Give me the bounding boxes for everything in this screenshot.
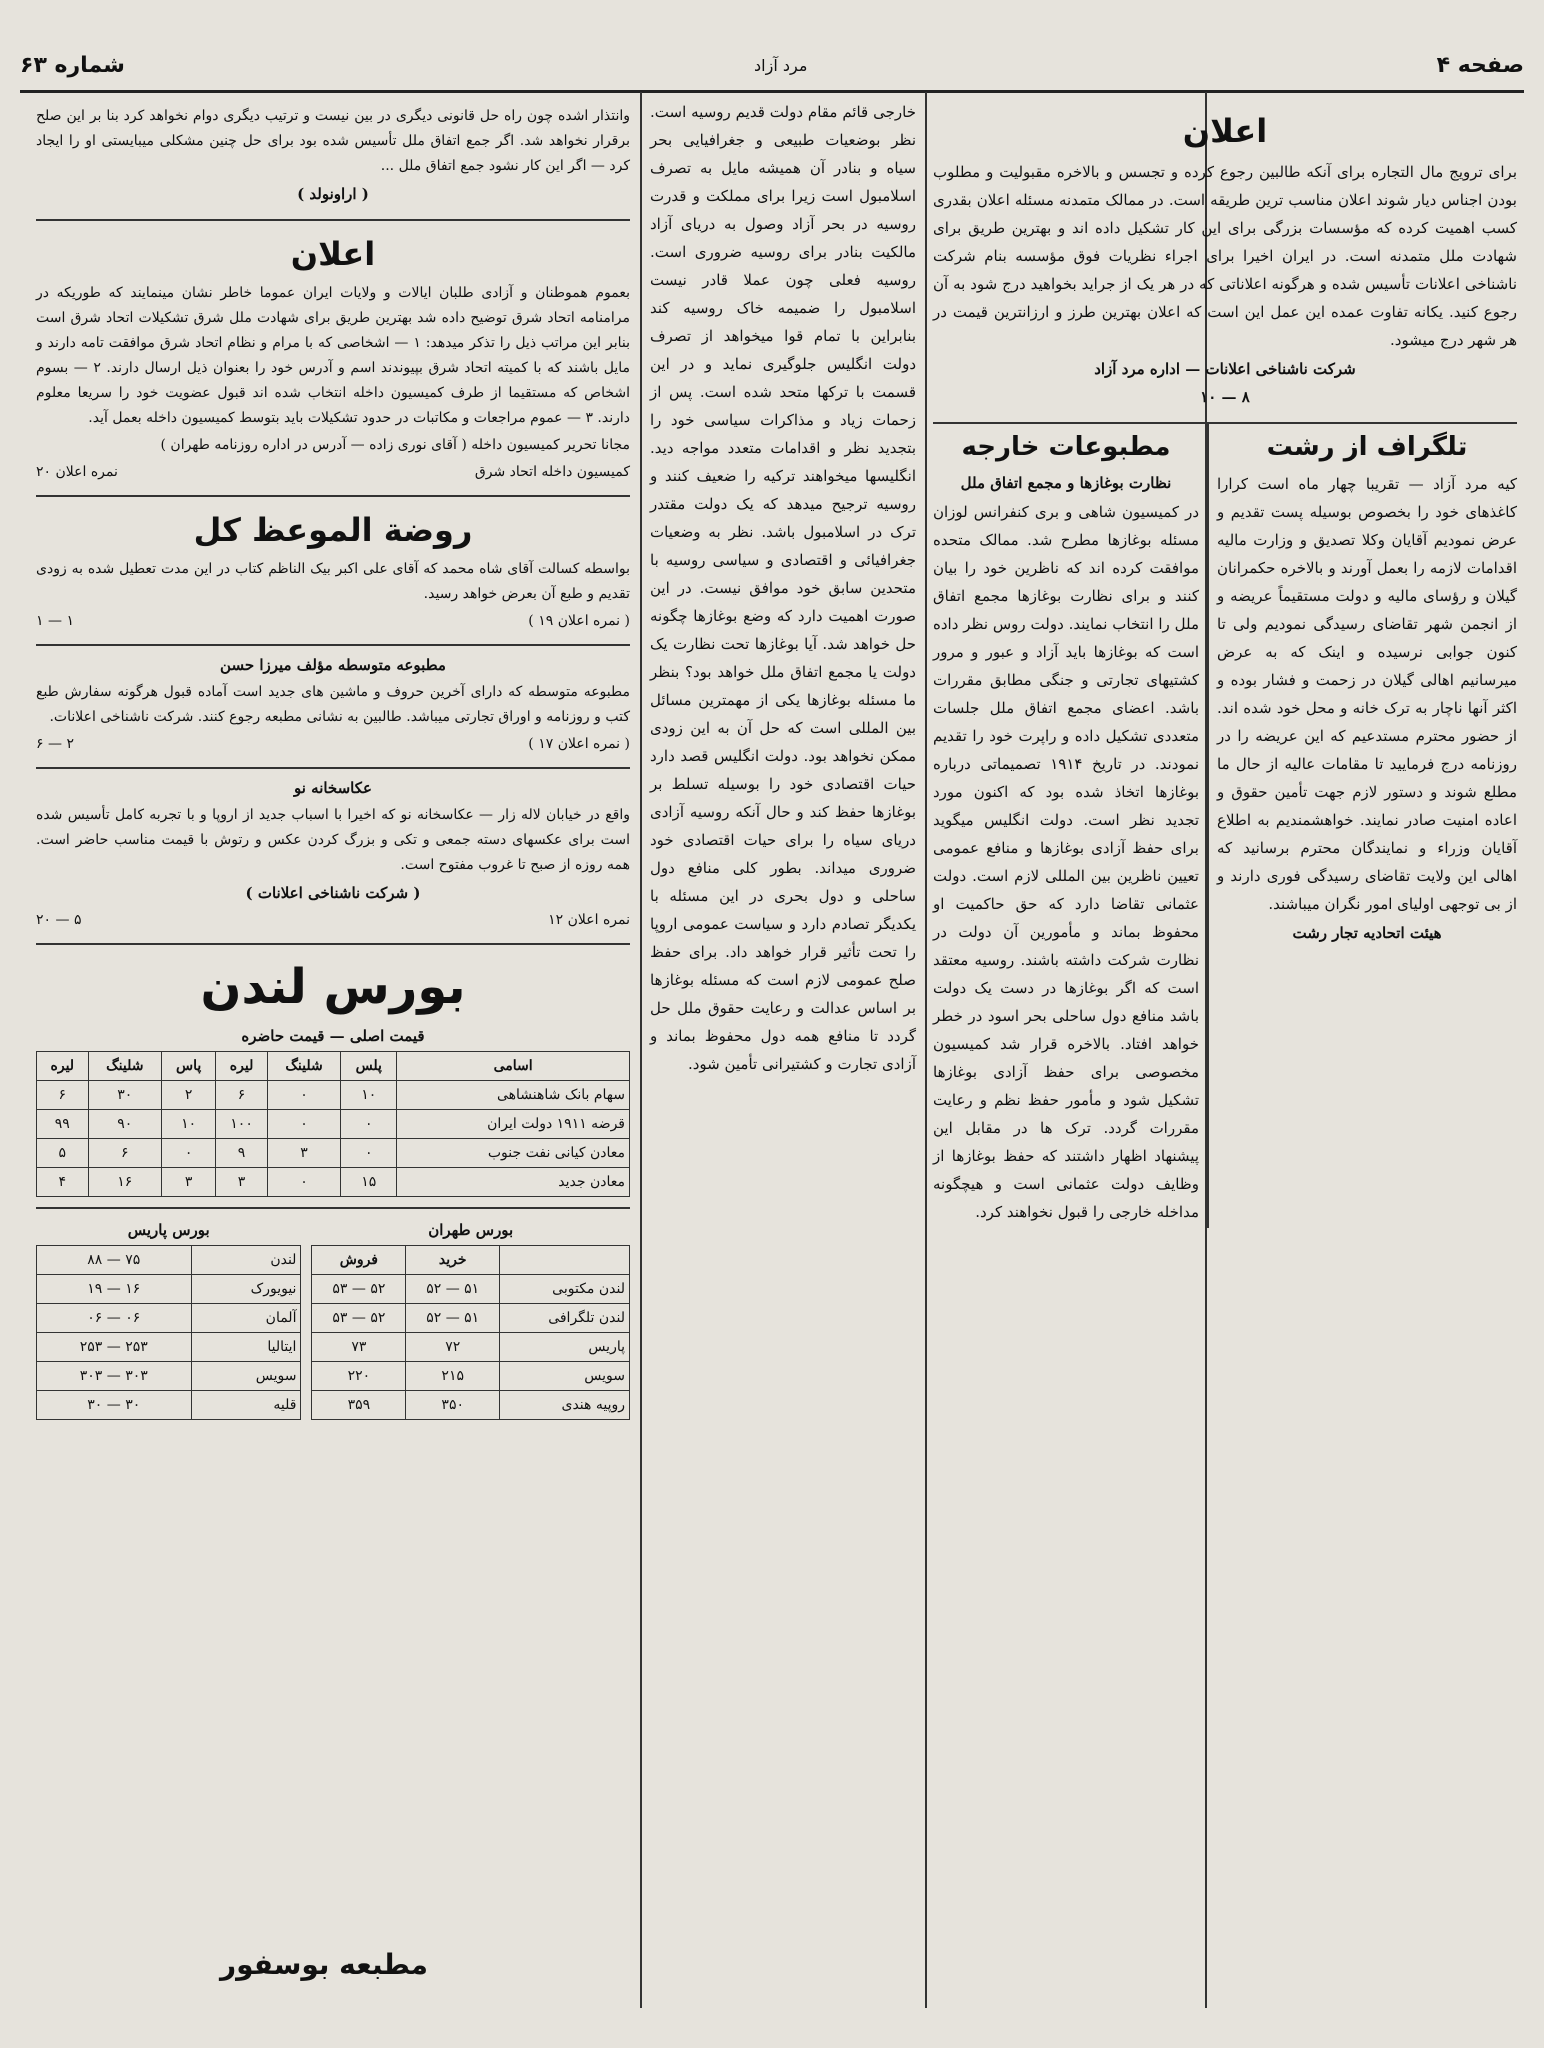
table-cell: ۶ bbox=[216, 1081, 268, 1110]
ad1-title: اعلان bbox=[290, 235, 376, 273]
ad-title: اعلان bbox=[1182, 112, 1268, 150]
table-cell: ۳ bbox=[216, 1168, 268, 1197]
ad1-text: بعموم هموطنان و آزادی طلبان ایالات و ولایات ایران عموما خاطر نشان مینمایند که طوریکه در مرامنامه اتحاد شرق توضیح داده شد بهترین طریق برای شهادت ملل شرق تشکیلات اتحاد شرق است بنابر این مراتب ذیل را تذکر میدهد: ۱ — اشخاصی که با مرام و نظام اتحاد شرق موافقت تامه دارند و مایل باشند که با کمیته اتحاد شرق بپیوندند اسم و آدرس خود را بعنوان ذیل ارسال دارند. ۲ — بسوم اشخاص که مستقیما از طرف کمیسیون داخله انتخاب شده اند قبول عضویت خود را سریعا معلوم دارند. ۳ — عموم مراجعات و مکاتبات در حدود تشکیلات باید بتوسط کمیسیون داخله بعمل آید. bbox=[36, 285, 630, 426]
table-row bbox=[312, 1275, 630, 1304]
table-cell: آلمان bbox=[191, 1304, 301, 1333]
table-cell: ۵۱ — ۵۲ bbox=[406, 1275, 500, 1304]
table-row bbox=[37, 1362, 301, 1391]
ad-number: ۸ — ۱۰ bbox=[1200, 388, 1250, 406]
printer-name: مطبعه بوسفور bbox=[220, 1948, 429, 1981]
table-cell: ۱۰ bbox=[341, 1081, 397, 1110]
table-cell: ۶ bbox=[37, 1081, 89, 1110]
ad3-number: ( نمره اعلان ۱۷ ) bbox=[528, 736, 630, 752]
table-cell: ۰ bbox=[267, 1168, 340, 1197]
exchange-tables bbox=[36, 1217, 630, 1420]
table-cell: ۶ bbox=[88, 1139, 161, 1168]
ad-signature: شرکت ناشناخی اعلانات — اداره مرد آزاد bbox=[1094, 360, 1356, 378]
table-header-row bbox=[312, 1246, 630, 1275]
table-header: پاس bbox=[162, 1052, 216, 1081]
ad-block-printing-house bbox=[36, 646, 630, 769]
table-row bbox=[37, 1139, 630, 1168]
table-cell: ۲۲۰ bbox=[312, 1362, 406, 1391]
ad1-footer bbox=[36, 460, 630, 485]
foreign-press-text: در کمیسیون شاهی و بری کنفرانس لوزان مسئله بوغازها مطرح شد. ممالک متحده موافقت کرده اند که ناظرین خود را بیان کنند و برای نظارت بوغازها مجمع اتفاق ملل را انتخاب نمایند. دولت روس نظر داده است که بوغازها باید آزاد و عبور و مرور کشتیهای تجارتی و جنگی مطابق مقررات باشد. اعضای مجمع اتفاق ملل جلسات متعددی تشکیل داده و راپرت خود را تقدیم نمودند. در تاریخ ۱۹۱۴ تصمیماتی درباره بوغازها اتخاذ شده بود که اکنون مورد تجدید نظر است. دولت انگلیس میگوید برای حفظ آزادی بوغازها و منافع عمومی تعیین ناظرین بین المللی لازم است. دولت عثمانی تقاضا دارد که حق حاکمیت او محفوظ بماند و مأمورین آن دولت در نظارت شرکت داشته باشند. روسیه معتقد است که اگر بوغازها در دست یک دولت باشد منافع دول ساحلی بحر اسود در خطر خواهد افتاد. بالاخره قرار شد کمیسیون مخصوصی برای حفظ آزادی بوغازها تشکیل شود و مأمور حفظ نظم و رعایت مقررات گردد. ترک ها در مقابل این پیشنهاد اظهار داشتند که حفظ بوغازها از وظایف دولت عثمانی است و هیچگونه مداخله خارجی را قبول نخواهند کرد. bbox=[933, 503, 1199, 1221]
table-header: لیره bbox=[216, 1052, 268, 1081]
ad4-text: واقع در خیابان لاله زار — عکاسخانه نو که اخیرا با اسباب جدید از اروپا و با تجربه کامل تأسیس شده است برای عکسهای دسته جمعی و تکی و بزرگ کردن عکس و رتوش با قیمت مناسب حاضر است. همه روزه از صبح تا غروب مفتوح است. bbox=[36, 807, 630, 873]
column-4 bbox=[28, 98, 638, 2008]
ad2-number: ( نمره اعلان ۱۹ ) bbox=[528, 613, 630, 629]
table-cell: ۰۶ — ۰۶ bbox=[37, 1304, 192, 1333]
column-1 bbox=[925, 98, 1525, 2008]
ad1-address: مجانا تحریر کمیسیون داخله ( آقای نوری زاده — آدرس در اداره روزنامه طهران ) bbox=[160, 437, 630, 453]
table-cell: ۱۰۰ bbox=[216, 1110, 268, 1139]
table-row bbox=[37, 1110, 630, 1139]
table-cell: ۳۰ bbox=[88, 1081, 161, 1110]
table-cell: ۱۶ — ۱۹ bbox=[37, 1275, 192, 1304]
london-bourse-block bbox=[36, 945, 630, 1209]
table-header-row bbox=[37, 1052, 630, 1081]
table-cell: لندن تلگرافی bbox=[500, 1304, 630, 1333]
ad-block-advertising bbox=[933, 98, 1517, 424]
paris-bourse-table bbox=[36, 1245, 301, 1420]
table-cell: ۲ bbox=[162, 1081, 216, 1110]
table-cell: لندن مکتوبی bbox=[500, 1275, 630, 1304]
ad1-footer-right: کمیسیون داخله اتحاد شرق bbox=[474, 464, 630, 480]
table-row bbox=[37, 1081, 630, 1110]
masthead bbox=[20, 40, 1524, 93]
table-header: خرید bbox=[406, 1246, 500, 1275]
ad2-code: ۱ — ۱ bbox=[36, 613, 74, 629]
table-cell: ۱۶ bbox=[88, 1168, 161, 1197]
paper-name: مرد آزاد bbox=[754, 55, 808, 75]
table-row bbox=[37, 1333, 301, 1362]
table-header bbox=[500, 1246, 630, 1275]
table-cell: سهام بانک شاهنشاهی bbox=[397, 1081, 630, 1110]
table-row bbox=[37, 1275, 301, 1304]
table-row bbox=[37, 1246, 301, 1275]
table-cell: ۱۵ bbox=[341, 1168, 397, 1197]
table-header: پلس bbox=[341, 1052, 397, 1081]
table-cell: ۳ bbox=[267, 1139, 340, 1168]
ad4-title: عکاسخانه نو bbox=[294, 779, 372, 797]
telegraph-signature: هیئت اتحادیه تجار رشت bbox=[1292, 924, 1442, 942]
table-cell: ۹۹ bbox=[37, 1110, 89, 1139]
table-row bbox=[37, 1391, 301, 1420]
table-cell: سویس bbox=[191, 1362, 301, 1391]
table-header: شلینگ bbox=[267, 1052, 340, 1081]
table-cell: ۳۵۰ bbox=[406, 1391, 500, 1420]
ad2-title: روضة الموعظ کل bbox=[193, 511, 473, 549]
table-cell: ۲۱۵ bbox=[406, 1362, 500, 1391]
london-bourse-title: بورس لندن bbox=[200, 959, 466, 1015]
table-cell: ۰ bbox=[341, 1110, 397, 1139]
table-cell: ۵۲ — ۵۳ bbox=[312, 1275, 406, 1304]
table-cell: ۴ bbox=[37, 1168, 89, 1197]
ad3-footer bbox=[36, 732, 630, 757]
table-cell: سویس bbox=[500, 1362, 630, 1391]
table-cell: نیویورک bbox=[191, 1275, 301, 1304]
table-cell: قرضه ۱۹۱۱ دولت ایران bbox=[397, 1110, 630, 1139]
table-row bbox=[312, 1304, 630, 1333]
issue-number: شماره ۶۳ bbox=[20, 52, 125, 78]
table-cell: ۷۵ — ۸۸ bbox=[37, 1246, 192, 1275]
table-cell: ۲۵۳ — ۲۵۳ bbox=[37, 1333, 192, 1362]
paris-bourse-block bbox=[36, 1217, 301, 1420]
ad1-footer-left: نمره اعلان ۲۰ bbox=[36, 464, 118, 480]
table-cell: معادن کیانی نفت جنوب bbox=[397, 1139, 630, 1168]
ad4-code: ۵ — ۲۰ bbox=[36, 912, 82, 928]
ad3-text: مطبوعه متوسطه که دارای آخرین حروف و ماشین های جدید است آماده قبول هرگونه سفارش طبع کتب و روزنامه و اوراق تجارتی میباشد. طالبین به نشانی مطبعه رجوع کنند. شرکت ناشناخی اعلانات. bbox=[36, 684, 630, 725]
ad2-text: بواسطه کسالت آقای شاه محمد که آقای علی اکبر بیک الناظم کتاب در این مدت تعطیل شده به زودی تقدیم و طبع آن بعرض خواهد رسید. bbox=[36, 561, 630, 602]
table-cell: ۰ bbox=[267, 1110, 340, 1139]
ad-block-photo-studio bbox=[36, 769, 630, 945]
table-cell: ۳ bbox=[162, 1168, 216, 1197]
table-cell: ۰ bbox=[341, 1139, 397, 1168]
ad-block-ettehad-shargh bbox=[36, 221, 630, 497]
london-bourse-table bbox=[36, 1051, 630, 1197]
article-source: ( اراونولد ) bbox=[297, 185, 369, 203]
table-cell: ۹۰ bbox=[88, 1110, 161, 1139]
table-cell: لندن bbox=[191, 1246, 301, 1275]
foreign-press-block bbox=[933, 424, 1199, 1228]
tehran-bourse-title: بورس طهران bbox=[428, 1221, 514, 1239]
tehran-bourse-table bbox=[311, 1245, 630, 1420]
page-number: صفحه ۴ bbox=[1436, 52, 1524, 78]
ad4-company: ( شرکت ناشناخی اعلانات ) bbox=[245, 884, 421, 902]
table-row bbox=[312, 1391, 630, 1420]
article-continuation: خارجی قائم مقام دولت قدیم روسیه است. نظر بوضعیات طبیعی و جغرافیایی بحر سیاه و بنادر آن همیشه مایل به تصرف اسلامبول است زیرا برای مملکت و قدرت روسیه در بحر آزاد وصول به دریای آزاد مالکیت بنادر برای روسیه ضروری است. روسیه فعلی چون عملا قادر نیست اسلامبول را ضمیمه خاک روسیه کند بنابراین با تمام قوا میخواهد از تصرف دولت انگلیس جلوگیری نماید و در این قسمت با ترکها متحد شده است. پس از زحمات زیاد و مذاکرات سیاسی خود را بتجدید نظر و اقدامات متعدد مواجه دید. انگلیسها میخواهند ترکیه را ضعیف کنند و روسیه ترجیح میدهد که یک دولت مقتدر ترک در اسلامبول باشد. نظر به وضعیات جغرافیائی و اقتصادی و سیاسی روسیه با متحدین سابق خود موافق نیست. در این صورت اهمیت دارد که وضع بوغازها چگونه حل خواهد شد. آیا بوغازها تحت نظارت یک دولت یا مجمع اتفاق ملل خواهد بود؟ بنظر ما مسئله بوغازها یکی از مهمترین مسائل بین المللی است که حل آن به این زودی ممکن نخواهد بود. دولت انگلیس قصد دارد حیات اقتصادی خود را بوسیله تسلط بر بوغازها حفظ کند و حال آنکه روسیه آزادی دریای سیاه را برای حیات اقتصادی خود ضروری میداند. بطور کلی منافع دول ساحلی و دول بحری در این مسئله با یکدیگر تصادم دارد و سیاست عمومی اروپا را تحت تأثیر قرار خواهد داد. برای حفظ صلح عمومی لازم است که مسئله بوغازها بر اساس عدالت و رعایت حقوق ملل حل گردد تا منافع همه دول محفوظ بماند و آزادی تجارت و کشتیرانی تأمین شود. bbox=[650, 103, 916, 1073]
table-cell: ۷۲ bbox=[406, 1333, 500, 1362]
paris-bourse-title: بورس پاریس bbox=[127, 1221, 210, 1239]
table-cell: ۵۲ — ۵۳ bbox=[312, 1304, 406, 1333]
table-cell: ۰ bbox=[267, 1081, 340, 1110]
table-cell: ۳۰ — ۳۰ bbox=[37, 1391, 192, 1420]
table-cell: ۱۰ bbox=[162, 1110, 216, 1139]
ad-text: برای ترویج مال التجاره برای آنکه طالبین رجوع کرده و تجسس و بالاخره مقبولیت و مطلوب بودن اجناس دیار شوند اعلان مناسب ترین طریقه است. در ممالک متمدنه مسئله اعلان بقدری کسب اهمیت کرده که مؤسسات بزرگی برای این کار تشکیل داده اند و بهترین طریق برای شهادت ملل متمدنه است. در ایران اخیرا برای اجراء نظریات فوق مؤسسه بنام شرکت ناشناخی اعلانات تأسیس شده و هرگونه اعلاناتی که در هر یک از جراید بخواهید درج شود به آن رجوع کنید. یکانه تفاوت عمده این عمل این است که اعلان بهترین طرز و ارزانترین قیمت در هر شهر درج میشود. bbox=[933, 163, 1517, 349]
table-cell: ۳۰۳ — ۳۰۳ bbox=[37, 1362, 192, 1391]
table-header: فروش bbox=[312, 1246, 406, 1275]
table-cell: ۵۱ — ۵۲ bbox=[406, 1304, 500, 1333]
table-cell: ۵ bbox=[37, 1139, 89, 1168]
telegraph-block bbox=[1217, 424, 1517, 1228]
ad2-footer bbox=[36, 609, 630, 634]
table-header: شلینگ bbox=[88, 1052, 161, 1081]
telegraph-text: کیه مرد آزاد — تقریبا چهار ماه است کرارا کاغذهای خود را بخصوص بوسیله پست تقدیم و عرض نمودیم آقایان وکلا تصدیق و وزارت مالیه اقدامات لازمه را بعمل آورند و بالاخره حکمرانان گیلان و رؤسای مالیه و دولت مستقیماً عریضه و از انجمن شهر تقاضای رسیدگی نمودیم ولی تا کنون جوابی نرسیده و اینک که به عرض میرسانیم اهالی گیلان در زحمت و فشار بوده و اکثر آنها ناچار به ترک خانه و محل خود شده اند. از حضور محترم مستدعیم که این عریضه را در روزنامه درج فرمایید تا مقامات عالیه از حال ما مطلع شوند و دستور لازم جهت تأمین حقوق و اعاده امنیت صادر نمایند. خواهشمندیم به اطلاع آقایان وزراء و نمایندگان محترم برسانید که اهالی این ولایت تقاضای رسیدگی فوری دارند و از بی توجهی اولیای امور نگران میباشند. bbox=[1217, 475, 1517, 913]
table-cell: قلیه bbox=[191, 1391, 301, 1420]
table-header: لیره bbox=[37, 1052, 89, 1081]
table-cell: ایتالیا bbox=[191, 1333, 301, 1362]
table-cell: روپیه هندی bbox=[500, 1391, 630, 1420]
foreign-press-title: مطبوعات خارجه bbox=[961, 432, 1171, 462]
ad-block-rowzat bbox=[36, 497, 630, 646]
column-3 bbox=[642, 98, 924, 2008]
table-row bbox=[37, 1304, 301, 1333]
tehran-bourse-block bbox=[311, 1217, 630, 1420]
ad4-number: نمره اعلان ۱۲ bbox=[548, 912, 630, 928]
column-1-lower bbox=[933, 424, 1517, 1228]
inner-rule bbox=[1207, 424, 1209, 1228]
table-cell: معادن جدید bbox=[397, 1168, 630, 1197]
table-row bbox=[37, 1168, 630, 1197]
table-cell: پاریس bbox=[500, 1333, 630, 1362]
ad3-code: ۲ — ۶ bbox=[36, 736, 74, 752]
article-end-block bbox=[36, 98, 630, 221]
ad3-title: مطبوعه متوسطه مؤلف میرزا حسن bbox=[220, 656, 446, 674]
ad4-footer bbox=[36, 908, 630, 933]
table-cell: ۷۳ bbox=[312, 1333, 406, 1362]
table-header: اسامی bbox=[397, 1052, 630, 1081]
london-bourse-subtitle: قیمت اصلی — قیمت حاضره bbox=[241, 1027, 425, 1045]
telegraph-title: تلگراف از رشت bbox=[1266, 432, 1468, 462]
table-row bbox=[312, 1362, 630, 1391]
foreign-press-subtitle: نظارت بوغازها و مجمع اتفاق ملل bbox=[960, 474, 1172, 492]
table-cell: ۹ bbox=[216, 1139, 268, 1168]
table-cell: ۰ bbox=[162, 1139, 216, 1168]
article-end-text: وانتذار اشده چون راه حل قانونی دیگری در بین نیست و ترتیب دیگری دوام نخواهد کرد بنا بر این صلح برقرار نخواهد شد. اگر جمع اتفاق ملل تأسیس شده بود برای حل چنین مشکلی میبایستی او را ایجاد کرد — اگر این کار نشود جمع اتفاق ملل ... bbox=[36, 108, 630, 174]
table-row bbox=[312, 1333, 630, 1362]
table-cell: ۳۵۹ bbox=[312, 1391, 406, 1420]
